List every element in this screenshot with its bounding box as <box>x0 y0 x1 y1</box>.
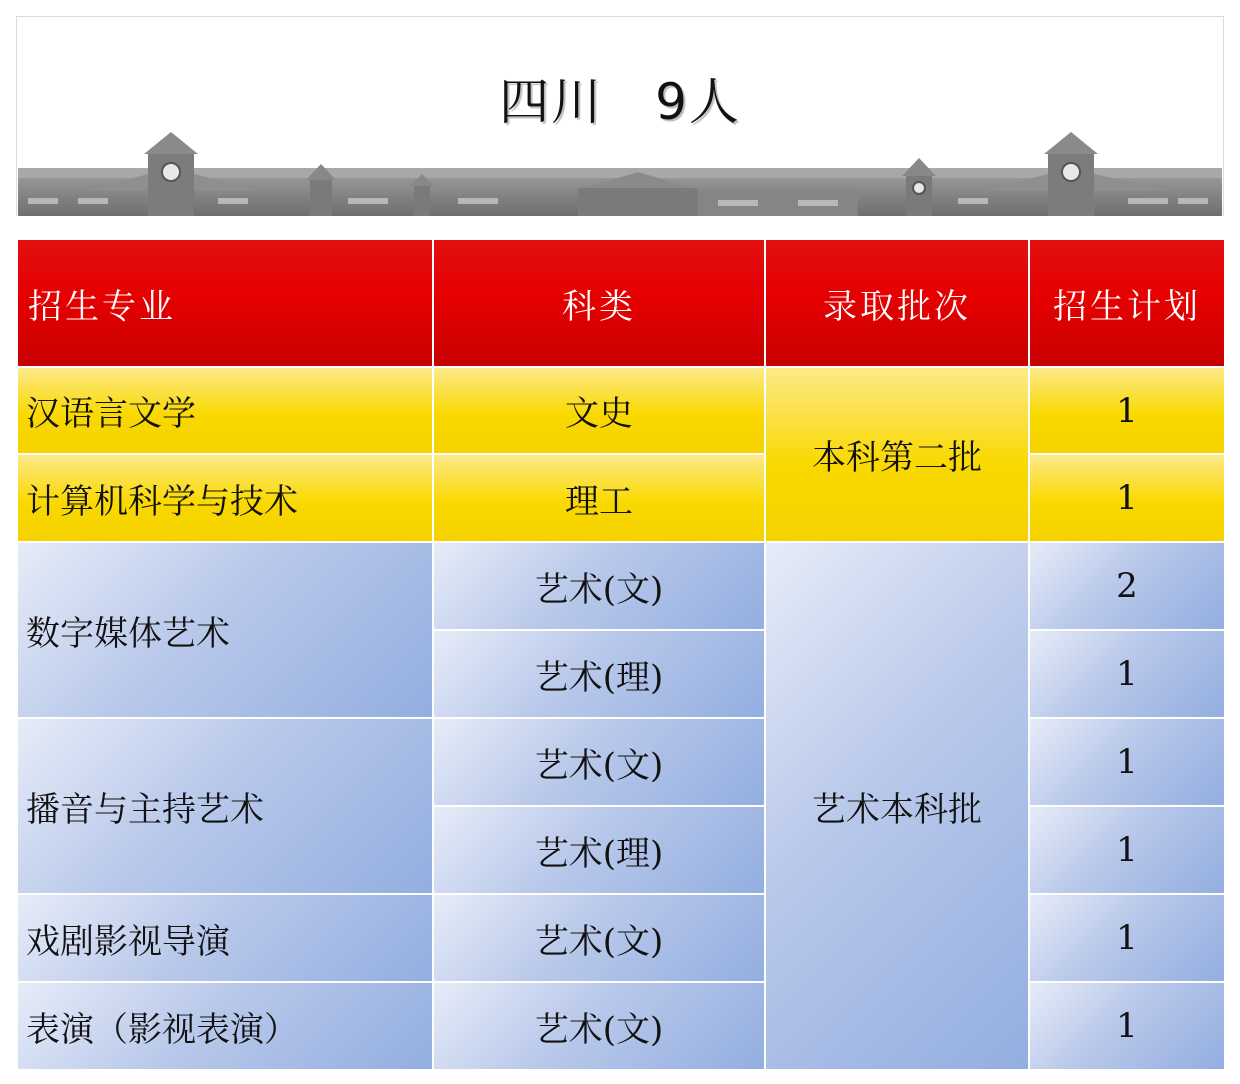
table-header-row <box>17 239 1225 367</box>
category-cell: 艺术(文) <box>433 894 765 982</box>
major-cell: 表演（影视表演） <box>17 982 433 1070</box>
header-category: 科类 <box>433 239 765 367</box>
table-row <box>17 454 1225 542</box>
plan-cell: 1 <box>1029 718 1225 806</box>
major-cell: 数字媒体艺术 <box>17 542 433 718</box>
plan-cell: 2 <box>1029 542 1225 630</box>
category-cell: 艺术(理) <box>433 630 765 718</box>
plan-cell: 1 <box>1029 894 1225 982</box>
plan-cell: 1 <box>1029 806 1225 894</box>
table-row <box>17 718 1225 806</box>
category-cell: 理工 <box>433 454 765 542</box>
plan-cell: 1 <box>1029 630 1225 718</box>
table-row <box>17 894 1225 982</box>
category-cell: 艺术(文) <box>433 718 765 806</box>
page-title: 四川 9人 <box>499 73 741 131</box>
category-cell: 艺术(理) <box>433 806 765 894</box>
header-batch: 录取批次 <box>765 239 1029 367</box>
category-cell: 艺术(文) <box>433 542 765 630</box>
major-cell: 播音与主持艺术 <box>17 718 433 894</box>
table-row <box>17 982 1225 1070</box>
batch-cell: 本科第二批 <box>765 367 1029 542</box>
plan-cell: 1 <box>1029 982 1225 1070</box>
major-cell: 汉语言文学 <box>17 367 433 454</box>
campus-skyline-banner <box>18 128 1222 218</box>
category-cell: 艺术(文) <box>433 982 765 1070</box>
plan-cell: 1 <box>1029 367 1225 454</box>
table-row <box>17 542 1225 630</box>
batch-cell: 艺术本科批 <box>765 542 1029 1070</box>
header-major: 招生专业 <box>17 239 433 367</box>
table-row <box>17 367 1225 454</box>
major-cell: 戏剧影视导演 <box>17 894 433 982</box>
header-plan: 招生计划 <box>1029 239 1225 367</box>
enrollment-plan-table <box>16 238 1226 1071</box>
major-cell: 计算机科学与技术 <box>17 454 433 542</box>
category-cell: 文史 <box>433 367 765 454</box>
plan-cell: 1 <box>1029 454 1225 542</box>
